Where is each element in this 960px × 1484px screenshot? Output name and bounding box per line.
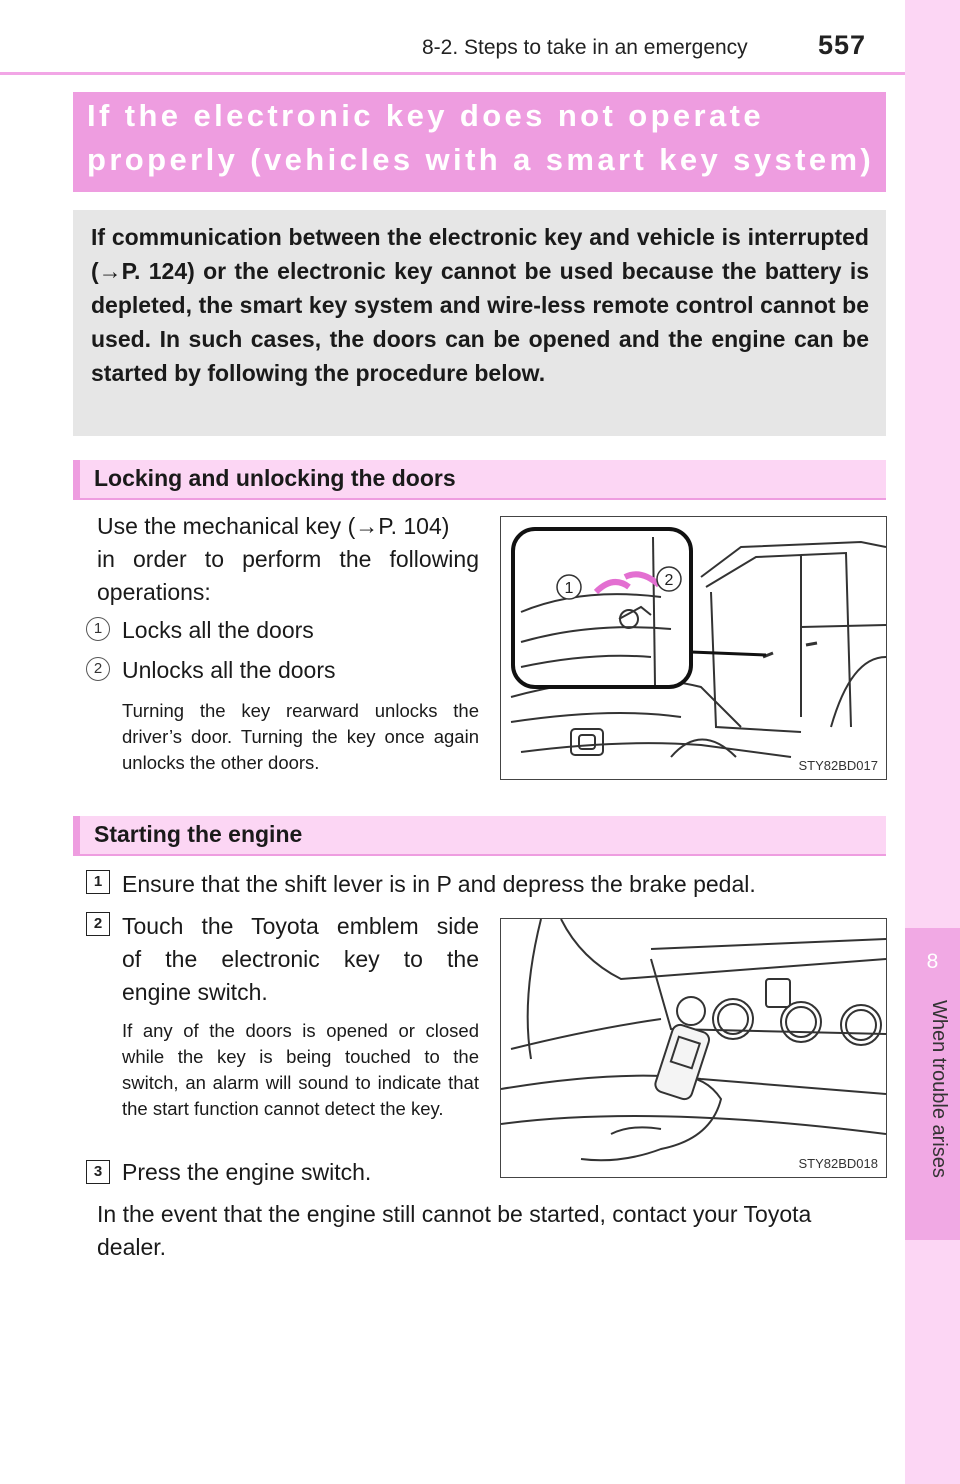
step-2-line-1: Touch the Toyota emblem side <box>122 913 479 939</box>
figure-code-2: STY82BD018 <box>798 1156 878 1171</box>
locking-lead-line-3: operations: <box>97 579 211 605</box>
locking-lead-line-1: Use the mechanical key (→P. 104) <box>97 513 450 539</box>
locking-lead-line-2: in order to perform the following <box>97 546 479 572</box>
figure-callout-2: 2 <box>664 572 674 589</box>
item-locks-text: Locks all the doors <box>122 617 314 643</box>
title-banner <box>73 92 886 192</box>
figure-engine-switch <box>500 918 887 1178</box>
title-line-1: If the electronic key does not operate <box>87 98 765 133</box>
figure-callout-1: 1 <box>564 580 574 597</box>
section-heading-locking <box>73 460 886 500</box>
step-3-text: Press the engine switch. <box>122 1159 372 1185</box>
locking-note: Turning the key rearward unlocks the driver’s door. Turning the key once again unlocks the other doors. <box>122 700 479 773</box>
section-heading-text: Locking and unlocking the doors <box>94 465 456 491</box>
step-1-text: Ensure that the shift lever is in P and depress the brake pedal. <box>122 871 756 897</box>
step-2-text <box>122 910 479 1009</box>
engine-switch-illustration <box>501 919 886 1177</box>
chapter-number: 8 <box>926 950 939 973</box>
section-heading-text: Starting the engine <box>94 821 303 847</box>
figure-code-1: STY82BD017 <box>798 758 878 773</box>
item-marker-2: 2 <box>86 657 110 681</box>
locking-lead <box>97 510 479 609</box>
header-rule <box>0 72 905 75</box>
step-marker-2: 2 <box>86 912 110 936</box>
chapter-label: When trouble arises <box>928 1000 950 1178</box>
figure-door-key <box>500 516 887 780</box>
step-marker-1: 1 <box>86 870 110 894</box>
title-line-2: properly (vehicles with a smart key system) <box>87 142 875 177</box>
running-header-section: 8-2. Steps to take in an emergency <box>422 36 748 59</box>
section-heading-starting <box>73 816 886 856</box>
step-2-line-2: of the electronic key to the <box>122 946 479 972</box>
intro-box <box>73 210 886 436</box>
truck-door-illustration <box>501 517 886 779</box>
closing-text <box>97 1198 879 1264</box>
item-marker-1: 1 <box>86 617 110 641</box>
closing-line-2: dealer. <box>97 1234 167 1260</box>
step-marker-3: 3 <box>86 1160 110 1184</box>
closing-line-1: In the event that the engine still cannot be started, contact your Toyota <box>97 1201 812 1227</box>
chapter-side-tab <box>905 0 960 1484</box>
intro-text: If communication between the electronic key and vehicle is interrupted (→P. 124) or the electronic key cannot be used because the battery is depleted, the smart key system and wire-less remote control cannot be used. In such cases, the doors can be opened and the engine can be started by following the procedure below. <box>91 224 869 386</box>
starting-note: If any of the doors is opened or closed while the key is being touched to the switch, an alarm will sound to indicate that the start function cannot detect the key. <box>122 1020 479 1119</box>
item-unlocks-text: Unlocks all the doors <box>122 657 336 683</box>
page-number: 557 <box>818 30 867 60</box>
step-2-line-3: engine switch. <box>122 979 268 1005</box>
